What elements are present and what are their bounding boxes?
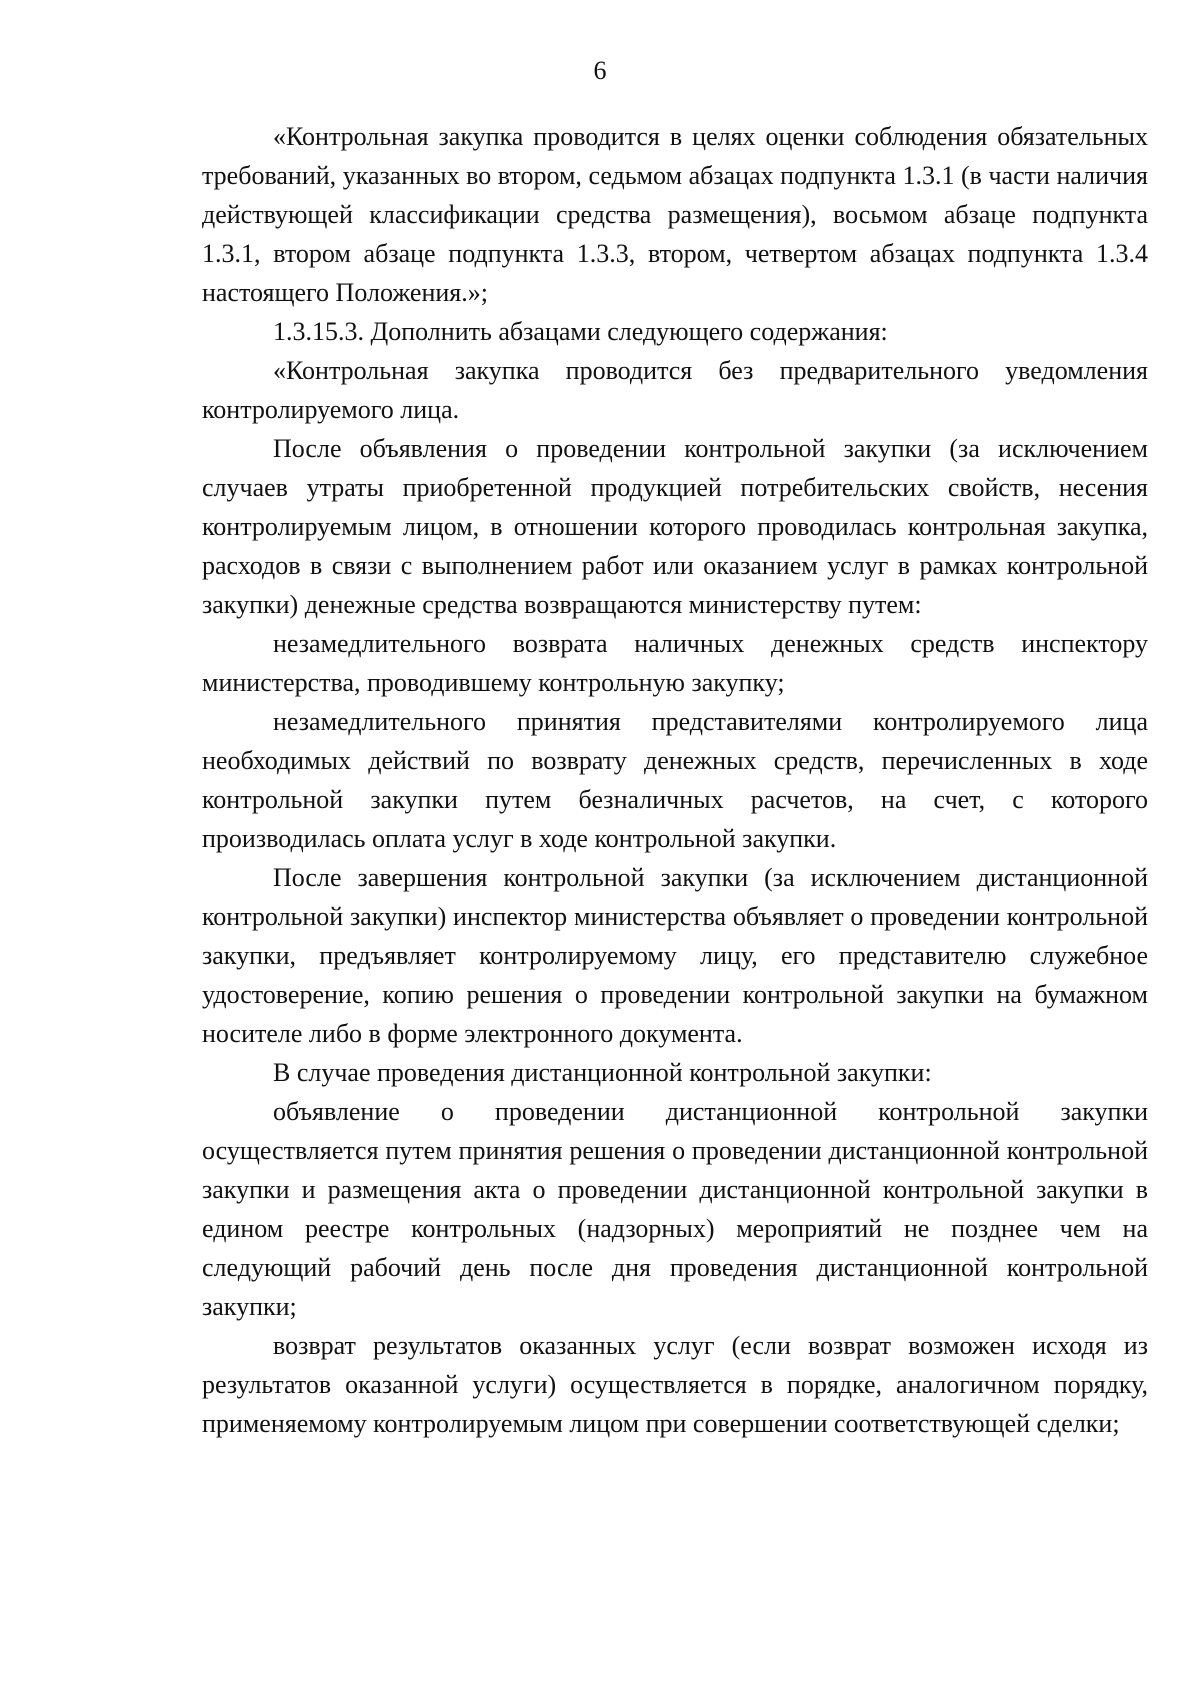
- paragraph-2: 1.3.15.3. Дополнить абзацами следующего содержания:: [273, 317, 888, 346]
- paragraph-4: После объявления о проведении контрольной закупки (за исключением случаев утраты приобретенной продукцией потребительских свойств, несения контролируемым лицом, в отношении которого проводилась контрольная закупка, расходов в связи с выполнением работ или оказанием услуг в рамках контрольной закупки) денежные средства возвращаются министерству путем:: [202, 434, 1148, 619]
- paragraph-5: незамедлительного возврата наличных денежных средств инспектору министерства, проводившему контрольную закупку;: [202, 629, 1148, 697]
- paragraph-9: объявление о проведении дистанционной контрольной закупки осуществляется путем принятия решения о проведении дистанционной контрольной закупки и размещения акта о проведении дистанционной контрольной закупки в едином реестре контрольных (надзорных) мероприятий не позднее чем на следующий рабочий день после дня проведения дистанционной контрольной закупки;: [202, 1097, 1148, 1321]
- paragraph-6: незамедлительного принятия представителями контролируемого лица необходимых действий по возврату денежных средств, перечисленных в ходе контрольной закупки путем безналичных расчетов, на счет, с которого производилась оплата услуг в ходе контрольной закупки.: [202, 707, 1148, 853]
- paragraph-1: «Контрольная закупка проводится в целях оценки соблюдения обязательных требований, указанных во втором, седьмом абзацах подпункта 1.3.1 (в части наличия действующей классификации средства размещения), восьмом абзаце подпункта 1.3.1, втором абзаце подпункта 1.3.3, втором, четвертом абзацах подпункта 1.3.4 настоящего Положения.»;: [202, 122, 1148, 307]
- page-number: 6: [593, 56, 607, 85]
- document-body: [202, 117, 1148, 1443]
- paragraph-7: После завершения контрольной закупки (за исключением дистанционной контрольной закупки) инспектор министерства объявляет о проведении контрольной закупки, предъявляет контролируемому лицу, его представителю служебное удостоверение, копию решения о проведении контрольной закупки на бумажном носителе либо в форме электронного документа.: [202, 863, 1148, 1048]
- paragraph-8: В случае проведения дистанционной контрольной закупки:: [273, 1058, 932, 1087]
- paragraph-10: возврат результатов оказанных услуг (если возврат возможен исходя из результатов оказанной услуги) осуществляется в порядке, аналогичном порядку, применяемому контролируемым лицом при совершении соответствующей сделки;: [202, 1331, 1148, 1438]
- paragraph-3: «Контрольная закупка проводится без предварительного уведомления контролируемого лица.: [202, 356, 1148, 424]
